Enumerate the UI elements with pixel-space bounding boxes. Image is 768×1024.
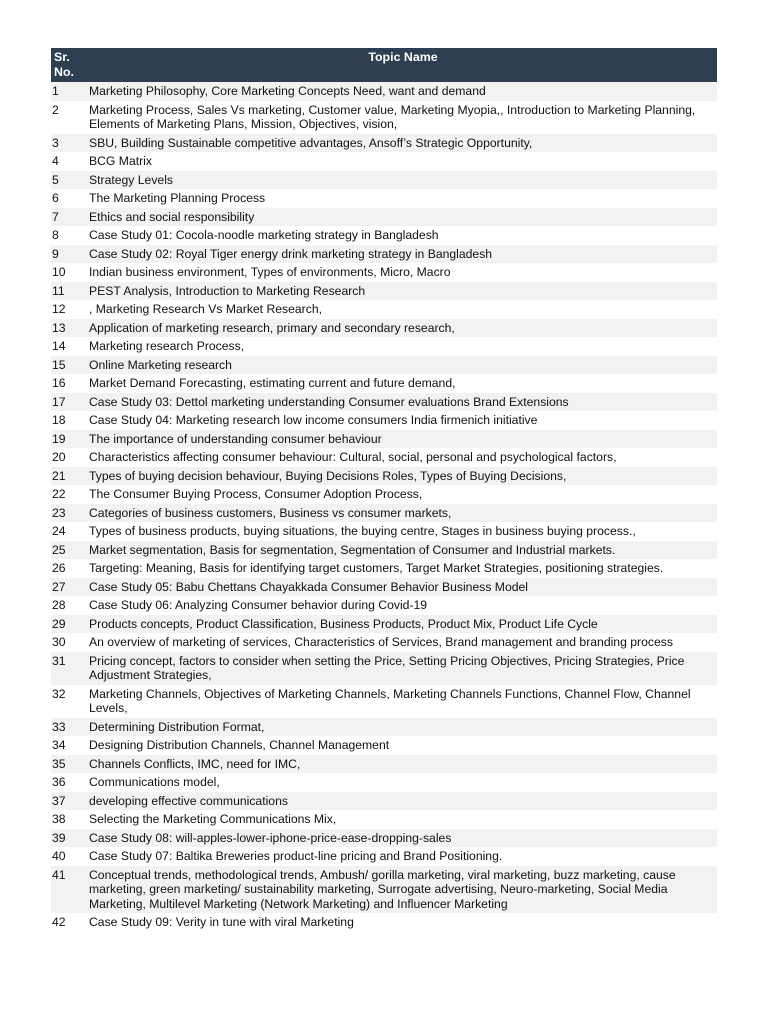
row-number: 42 (52, 915, 66, 929)
table-row (51, 718, 717, 737)
header-row (51, 48, 717, 82)
table-row (51, 755, 717, 774)
table-row (51, 559, 717, 578)
row-topic: Marketing Philosophy, Core Marketing Concepts Need, want and demand (89, 84, 486, 98)
row-topic: Application of marketing research, primary and secondary research, (89, 320, 455, 335)
table-row (51, 393, 717, 412)
row-topic: Products concepts, Product Classification, Business Products, Product Mix, Product Life Cycle (89, 616, 598, 631)
table-row (51, 522, 717, 541)
row-number: 19 (52, 431, 66, 446)
row-number: 2 (52, 102, 59, 117)
table-row (51, 171, 717, 190)
row-topic: Strategy Levels (89, 172, 174, 187)
row-topic: Marketing Channels, Objectives of Marketing Channels, Marketing Channels Functions, Channel Flow, Channel Levels, (89, 686, 691, 715)
row-number: 32 (52, 686, 66, 701)
row-topic: Selecting the Marketing Communications Mix, (89, 812, 337, 826)
row-number: 5 (52, 172, 59, 187)
row-topic: An overview of marketing of services, Characteristics of Services, Brand management and branding process (89, 635, 673, 649)
row-topic: Determining Distribution Format, (89, 719, 265, 734)
row-number: 35 (52, 756, 66, 771)
row-number: 41 (52, 867, 66, 882)
row-topic: Online Marketing research (89, 357, 232, 372)
row-number: 18 (52, 413, 66, 427)
row-topic: The Consumer Buying Process, Consumer Adoption Process, (89, 487, 423, 501)
table-row (51, 829, 717, 848)
row-number: 11 (52, 283, 65, 298)
row-number: 31 (52, 653, 66, 668)
row-topic: Ethics and social responsibility (89, 209, 255, 224)
row-topic: Marketing research Process, (89, 339, 245, 353)
table-row (51, 101, 717, 134)
row-number: 26 (52, 561, 66, 575)
table-row (51, 792, 717, 811)
row-topic: Conceptual trends, methodological trends, Ambush/ gorilla marketing, viral marketing, buzz marketing, cause marketing, green marketing/ sustainability marketing, Surrogate advertising, Neuro-marketing, Social Media Marketing, Multilevel Marketing (Network Marketing) and Influencer Marketing (89, 867, 676, 911)
row-number: 23 (52, 505, 66, 520)
table-row (51, 615, 717, 634)
row-number: 4 (52, 154, 59, 168)
row-number: 28 (52, 598, 66, 612)
row-number: 14 (52, 339, 66, 353)
row-topic: Pricing concept, factors to consider when setting the Price, Setting Pricing Objectives, Pricing Strategies, Price Adjustment Strategies, (89, 653, 685, 682)
table-row (51, 245, 717, 264)
row-topic: Marketing Process, Sales Vs marketing, Customer value, Marketing Myopia,, Introduction to Marketing Planning, Elements of Marketing Plans, Mission, Objectives, vision, (89, 102, 696, 131)
table-row (51, 504, 717, 523)
row-topic: Case Study 01: Cocola-noodle marketing strategy in Bangladesh (89, 228, 439, 242)
row-number: 10 (52, 265, 66, 279)
table-header (51, 48, 717, 82)
row-topic: Case Study 09: Verity in tune with viral Marketing (89, 915, 354, 929)
row-topic: Market segmentation, Basis for segmentation, Segmentation of Consumer and Industrial markets. (89, 542, 616, 557)
table-row (51, 866, 717, 914)
row-number: 13 (52, 320, 66, 335)
table-row (51, 282, 717, 301)
table-row (51, 374, 717, 393)
row-topic: Case Study 02: Royal Tiger energy drink marketing strategy in Bangladesh (89, 246, 493, 261)
table-row (51, 134, 717, 153)
row-topic: Communications model, (89, 775, 220, 789)
row-number: 7 (52, 209, 59, 224)
row-topic: Channels Conflicts, IMC, need for IMC, (89, 756, 301, 771)
table-row (51, 485, 717, 504)
table-row (51, 152, 717, 171)
row-number: 20 (52, 450, 66, 464)
row-number: 36 (52, 775, 66, 789)
row-number: 3 (52, 135, 59, 150)
table-row (51, 773, 717, 792)
row-topic: Types of business products, buying situations, the buying centre, Stages in business buying process., (89, 524, 636, 538)
row-number: 25 (52, 542, 66, 557)
table-row (51, 685, 717, 718)
row-topic: SBU, Building Sustainable competitive advantages, Ansoff’s Strategic Opportunity, (89, 135, 533, 150)
row-topic: Market Demand Forecasting, estimating current and future demand, (89, 376, 456, 390)
table-row (51, 226, 717, 245)
table-row (51, 411, 717, 430)
row-number: 1 (52, 84, 59, 98)
row-number: 15 (52, 357, 66, 372)
row-number: 29 (52, 616, 66, 631)
table-row (51, 319, 717, 338)
row-number: 17 (52, 394, 66, 409)
row-number: 30 (52, 635, 66, 649)
row-number: 33 (52, 719, 66, 734)
row-number: 16 (52, 376, 66, 390)
row-number: 39 (52, 830, 66, 845)
row-number: 8 (52, 228, 59, 242)
row-topic: , Marketing Research Vs Market Research, (89, 302, 323, 316)
row-topic: The Marketing Planning Process (89, 191, 266, 205)
row-topic: Case Study 05: Babu Chettans Chayakkada Consumer Behavior Business Model (89, 579, 528, 594)
row-topic: PEST Analysis, Introduction to Marketing Research (89, 283, 366, 298)
row-number: 22 (52, 487, 66, 501)
row-topic: Types of buying decision behaviour, Buying Decisions Roles, Types of Buying Decisions, (89, 468, 567, 483)
row-number: 38 (52, 812, 66, 826)
table-row (51, 448, 717, 467)
table-row (51, 596, 717, 615)
table-row (51, 736, 717, 755)
header-sr-no: Sr. No. (51, 48, 89, 82)
row-topic: Characteristics affecting consumer behaviour: Cultural, social, personal and psychological factors, (89, 450, 617, 464)
row-topic: Case Study 03: Dettol marketing understanding Consumer evaluations Brand Extensions (89, 394, 569, 409)
row-topic: Case Study 06: Analyzing Consumer behavior during Covid-19 (89, 598, 428, 612)
table-row (51, 633, 717, 652)
table-row (51, 467, 717, 486)
table-row (51, 810, 717, 829)
row-number: 9 (52, 246, 59, 261)
row-topic: Indian business environment, Types of environments, Micro, Macro (89, 265, 451, 279)
row-topic: BCG Matrix (89, 154, 152, 168)
table-row (51, 652, 717, 685)
row-number: 21 (52, 468, 66, 483)
row-topic: Case Study 04: Marketing research low income consumers India firmenich initiative (89, 413, 538, 427)
table-row (51, 337, 717, 356)
row-number: 24 (52, 524, 66, 538)
table-row (51, 430, 717, 449)
row-number: 27 (52, 579, 66, 594)
table-body (51, 82, 717, 932)
table-row (51, 356, 717, 375)
row-number: 12 (52, 302, 66, 316)
row-topic: Categories of business customers, Business vs consumer markets, (89, 505, 452, 520)
table-row (51, 263, 717, 282)
table-row (51, 189, 717, 208)
row-topic: Targeting: Meaning, Basis for identifying target customers, Target Market Strategies, positioning strategies. (89, 561, 664, 575)
row-number: 34 (52, 738, 66, 752)
row-number: 40 (52, 849, 66, 863)
row-topic: developing effective communications (89, 793, 288, 808)
row-topic: Case Study 07: Baltika Breweries product-line pricing and Brand Positioning. (89, 849, 503, 863)
row-topic: The importance of understanding consumer behaviour (89, 431, 382, 446)
header-topic-name: Topic Name (89, 48, 717, 82)
table-row (51, 578, 717, 597)
row-topic: Case Study 08: will-apples-lower-iphone-price-ease-dropping-sales (89, 830, 452, 845)
row-topic: Designing Distribution Channels, Channel Management (89, 738, 390, 752)
row-number: 37 (52, 793, 66, 808)
table-row (51, 847, 717, 866)
table-row (51, 82, 717, 101)
table-row (51, 541, 717, 560)
table-row (51, 300, 717, 319)
topics-table (51, 48, 717, 932)
table-row (51, 913, 717, 932)
row-number: 6 (52, 191, 59, 205)
table-row (51, 208, 717, 227)
